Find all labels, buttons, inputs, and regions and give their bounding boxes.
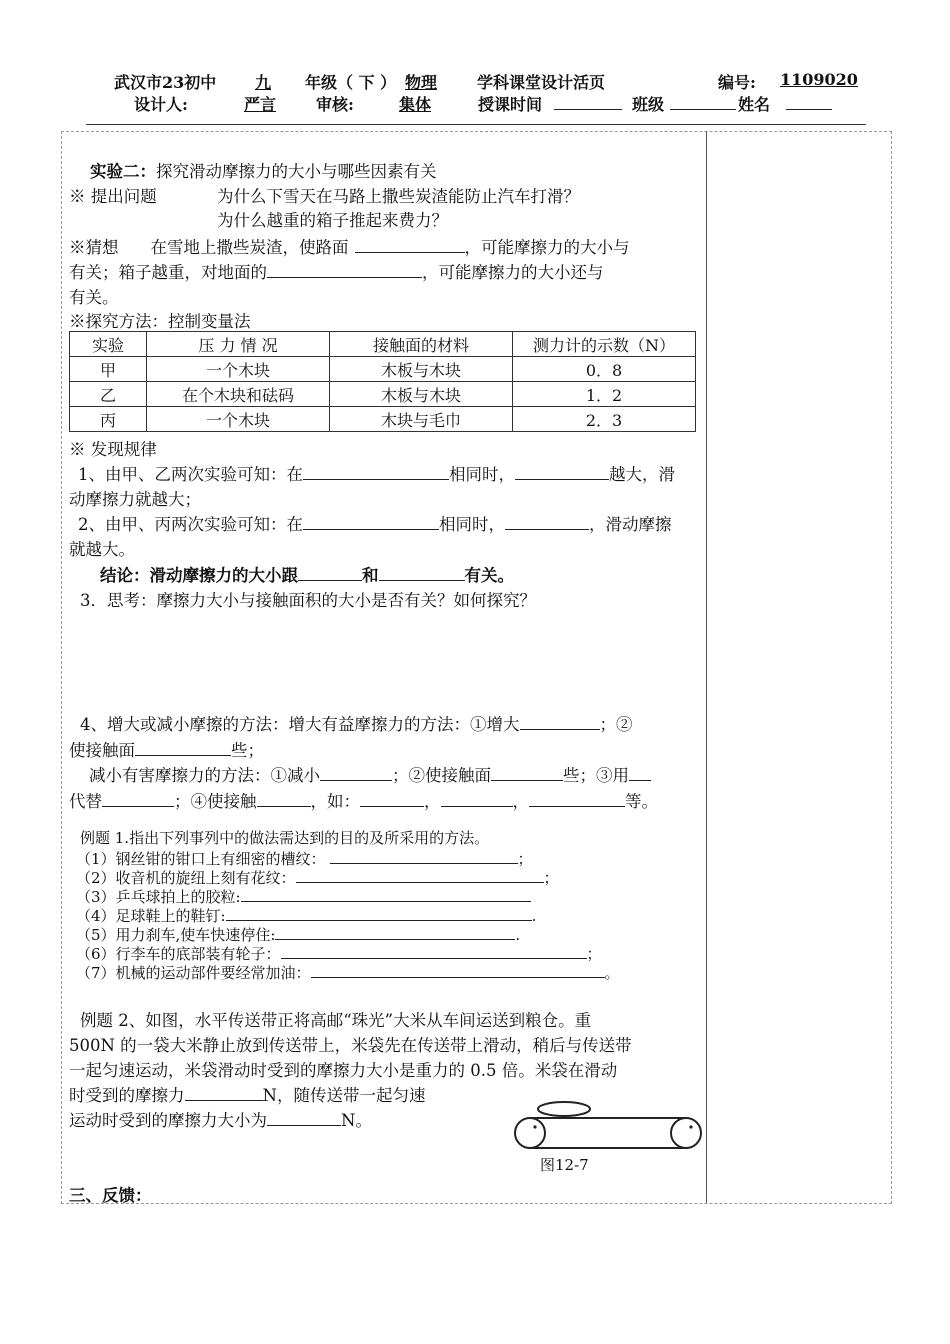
think-question: 3．思考：摩擦力大小与接触面积的大小是否有关？如何探究？ [80,591,536,610]
reviewer-label: 审核: [316,95,354,114]
methods-blank-2[interactable] [135,741,231,756]
methods-blank-9[interactable] [441,792,513,807]
methods-text-m4d: ， [424,792,441,811]
example-2-blank-2[interactable] [267,1111,341,1126]
question-label: ※ 提出问题 [69,187,157,206]
example-1-item-text: （5）用力刹车,使车快速停住: [76,926,276,944]
school-name: 武汉市23初中 [114,73,217,92]
name-label: 姓名 [738,95,771,114]
rule-1-text-b: 相同时， [449,465,515,484]
table-row [70,357,696,382]
table-cell: 1．2 [513,382,696,407]
methods-blank-1[interactable] [520,715,600,730]
class-blank [670,92,736,110]
conveyor-belt-figure [508,1097,704,1157]
methods-line-1 [80,711,633,735]
table-cell: 0．8 [513,357,696,382]
methods-text-m4c: ，如： [310,792,360,811]
rule-2-blank-2[interactable] [505,515,589,530]
table-header: 压 力 情 况 [147,332,330,357]
method-text: ※探究方法：控制变量法 [69,312,251,331]
example-1-blank[interactable] [226,906,532,921]
methods-blank-4[interactable] [491,766,563,781]
example-1-item-end: . [531,907,537,925]
guess-text-d: ，可能摩擦力的大小还与 [422,263,604,282]
methods-line-2 [69,737,264,761]
guess-line-2 [69,259,604,283]
left-roller-shape [515,1118,545,1148]
example-1-item-end: ； [586,945,602,963]
table-row [70,407,696,432]
example-1-item [76,848,533,869]
guess-text-a: 在雪地上撒些炭渣，使路面 [150,238,349,257]
rule-1-text-a: 1、由甲、乙两次实验可知：在 [78,465,303,484]
table-row [70,382,696,407]
rule-2-text-b: 相同时， [439,515,505,534]
guess-label: ※猜想 [69,238,119,257]
number: 1109020 [780,70,858,89]
methods-text-m2b: 些； [231,741,264,760]
rule-2-text-a: 2、由甲、丙两次实验可知：在 [78,515,303,534]
rule-1-line [78,461,675,485]
example-1-item [76,924,520,945]
grade-suffix: 年级（ 下 ） [305,73,397,92]
methods-text-m1b: ；② [599,715,633,734]
reviewer: 集体 [398,95,431,114]
example-2-line-1: 例题 2、如图，水平传送带正将高邮“珠光”大米从车间运送到粮仓。重 [80,1011,592,1030]
example-1-item-text: （6）行李车的底部装有轮子： [76,945,281,963]
example-2-line-4 [69,1082,425,1106]
conclusion-line [100,562,514,586]
example-2-line-2: 500N 的一袋大米静止放到传送带上，米袋先在传送带上滑动，稍后与传送带 [69,1036,632,1055]
table-header: 测力计的示数（N） [513,332,696,357]
number-label: 编号: [718,73,756,92]
example-1-blank[interactable] [311,963,605,978]
rule-2-text-d: 就越大。 [69,540,135,559]
example-2-text-l4b: N，随传送带一起匀速 [262,1086,426,1105]
example-1-item-text: （7）机械的运动部件要经常加油： [76,964,311,982]
example-1-blank[interactable] [275,925,515,940]
table-header: 实验 [70,332,147,357]
guess-text-c: 有关；箱子越重，对地面的 [69,263,267,282]
table-header-row [70,332,696,357]
question-1: 为什么下雪天在马路上撒些炭渣能防止汽车打滑？ [217,187,580,206]
example-2-text-l5a: 运动时受到的摩擦力大小为 [69,1111,267,1130]
example-1-item [76,943,602,964]
rule-1-text-d: 动摩擦力就越大； [69,490,201,509]
example-1-item [76,886,531,907]
example-2-text-l5b: N。 [341,1111,372,1130]
conclusion-blank-1[interactable] [298,566,362,581]
rule-1-text-c: 越大，滑 [609,465,675,484]
table-header: 接触面的材料 [330,332,513,357]
table-cell: 木板与木块 [330,357,513,382]
methods-text-m4a: 代替 [69,792,102,811]
designer-label: 设计人: [134,95,188,114]
example-1-item-text: （1）钢丝钳的钳口上有细密的槽纹： [76,850,326,868]
guess-line-1 [69,234,630,258]
methods-blank-8[interactable] [360,792,424,807]
experiment-table [69,331,696,432]
example-1-item [76,905,536,926]
example-1-blank[interactable] [281,944,587,959]
example-1-item-end: ； [543,869,559,887]
right-roller-shape [671,1118,701,1148]
name-blank [786,92,832,110]
example-1-blank[interactable] [296,868,544,883]
margin-column-divider [706,131,707,1203]
class-label: 班级 [632,95,665,114]
rule-1-blank-2[interactable] [515,465,609,480]
table-cell: 木块与毛巾 [330,407,513,432]
guess-blank-2[interactable] [267,263,422,278]
example-1-item-end: 。 [604,964,620,982]
guess-blank-1[interactable] [355,238,465,253]
experiment-title-text: 探究滑动摩擦力的大小与哪些因素有关 [156,162,437,181]
methods-line-4 [69,788,658,812]
example-1-item-text: （3）乒乓球拍上的胶粒: [76,888,241,906]
feedback-heading: 三、反馈： [69,1186,152,1205]
time-blank [554,92,622,110]
example-1-item-end: ； [517,850,533,868]
rule-1-blank-1[interactable] [303,465,449,480]
example-2-line-5 [69,1107,372,1131]
table-cell: 乙 [70,382,147,407]
example-2-text-l4a: 时受到的摩擦力 [69,1086,185,1105]
methods-text-m4f: 等。 [625,792,658,811]
conclusion-text-c: 有关。 [464,566,514,585]
methods-text-m1a: 4、增大或减小摩擦的方法：增大有益摩擦力的方法：①增大 [80,715,520,734]
table-cell: 甲 [70,357,147,382]
question-2: 为什么越重的箱子推起来费力？ [217,211,448,230]
example-1-item [76,962,620,983]
grade: 九 [254,73,271,92]
table-cell: 一个木块 [147,357,330,382]
left-roller-dot [533,1125,536,1128]
example-2-line-3: 一起匀速运动，米袋滑动时受到的摩擦力大小是重力的 0.5 倍。米袋在滑动 [69,1061,618,1080]
example-1-blank[interactable] [241,887,531,902]
example-1-blank[interactable] [330,849,518,864]
methods-line-3 [89,762,651,786]
experiment-title [90,158,437,182]
table-cell: 在个木块和砝码 [147,382,330,407]
guess-text-b: ，可能摩擦力的大小与 [464,238,630,257]
designer: 严言 [243,95,276,114]
rule-2-blank-1[interactable] [303,515,439,530]
methods-text-m3b: ；②使接触面 [392,766,491,785]
rule-2-line [78,511,672,535]
example-2-blank-1[interactable] [185,1086,263,1101]
methods-text-m2a: 使接触面 [69,741,135,760]
methods-text-m3a: 减小有害摩擦力的方法：①减小 [89,766,320,785]
methods-blank-5[interactable] [629,766,651,781]
time-label: 授课时间 [478,95,543,114]
rice-bag-shape [538,1102,590,1116]
conclusion-text-b: 和 [362,566,379,585]
example-1-item-end: . [515,926,521,944]
rules-label: ※ 发现规律 [69,440,157,459]
subject: 物理 [405,73,438,92]
methods-blank-3[interactable] [320,766,392,781]
table-cell: 丙 [70,407,147,432]
guess-text-e: 有关。 [69,288,119,307]
right-roller-dot [689,1125,692,1128]
table-cell: 2．3 [513,407,696,432]
example-1-item-text: （2）收音机的旋纽上刻有花纹： [76,869,296,887]
experiment-title-bold: 实验二： [90,162,156,181]
conclusion-blank-2[interactable] [379,566,465,581]
methods-text-m3c: 些；③用 [563,766,629,785]
methods-blank-7[interactable] [257,792,311,807]
example-1-item [76,867,559,888]
example-1-item-text: （4）足球鞋上的鞋钉: [76,907,226,925]
methods-text-m4e: ， [512,792,529,811]
conclusion-text-a: 结论：滑动摩擦力的大小跟 [100,566,298,585]
example-1-title: 例题 1.指出下列事列中的做法需达到的目的及所采用的方法。 [80,829,490,847]
rule-2-text-c: ，滑动摩擦 [589,515,672,534]
methods-blank-10[interactable] [529,792,625,807]
page-type: 学科课堂设计活页 [477,73,606,92]
methods-blank-6[interactable] [102,792,174,807]
methods-text-m4b: ；④使接触 [174,792,257,811]
figure-caption: 图12-7 [540,1156,589,1174]
table-cell: 一个木块 [147,407,330,432]
table-cell: 木板与木块 [330,382,513,407]
header-rule [86,124,866,125]
